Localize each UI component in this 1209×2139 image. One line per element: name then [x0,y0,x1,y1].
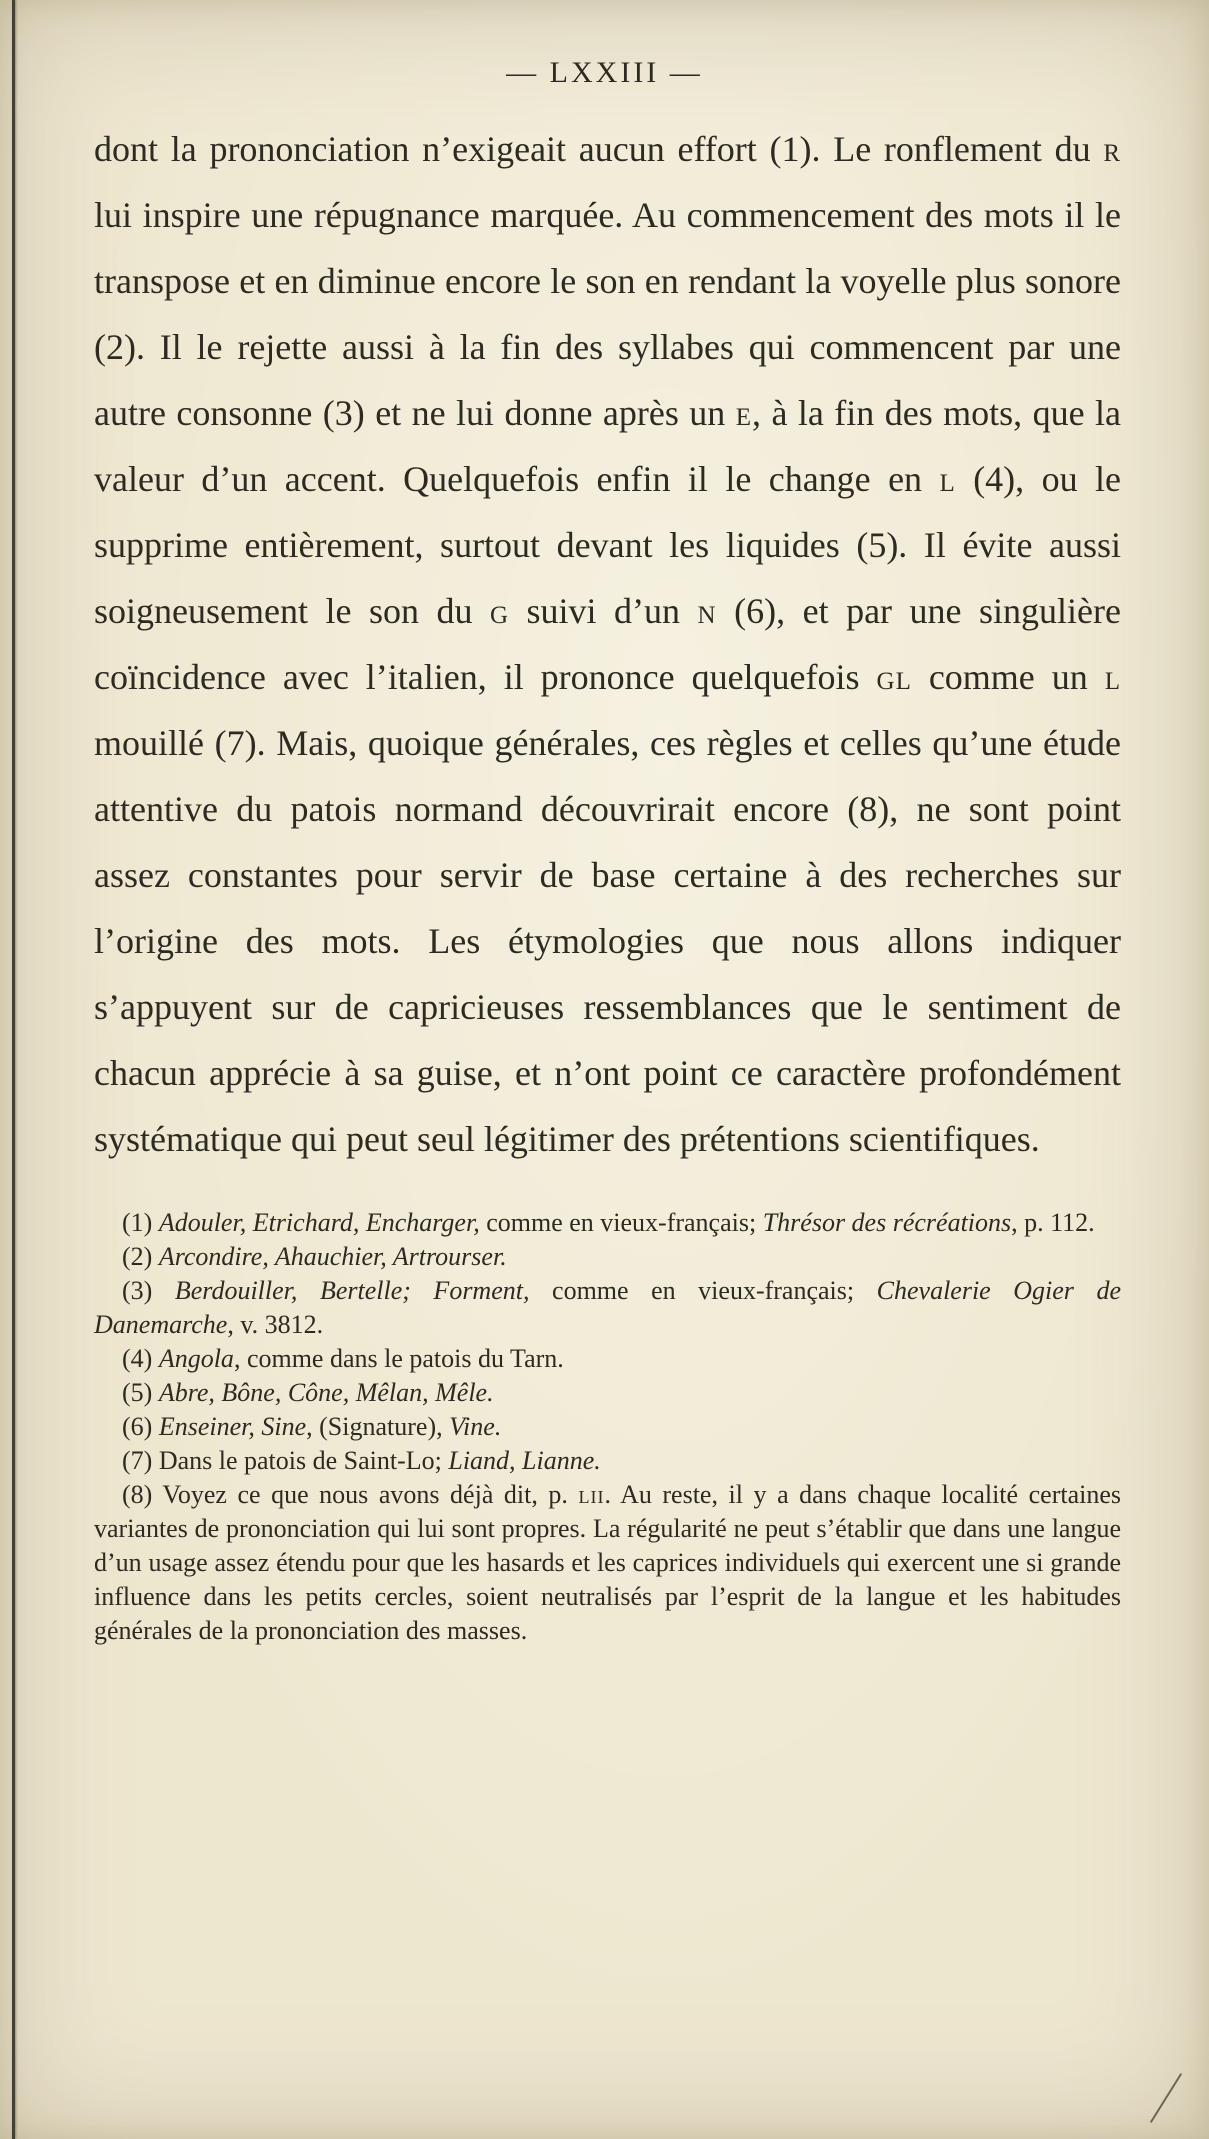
footnote-7: (7) Dans le patois de Saint-Lo; Liand, Lianne. [122,1446,601,1475]
footnotes-section [94,1206,1121,1648]
page-number-header: — LXXIII — [506,56,703,89]
footnote-8: (8) Voyez ce que nous avons déjà dit, p. lii. Au reste, il y a dans chaque localité certaines variantes de prononciation qui lui sont propres. La régularité ne peut s’établir que dans une langue d’un usage assez étendu pour que les hasards et les caprices individuels qui exercent une si grande influence dans les petits cercles, soient neutralisés par l’esprit de la langue et les habitudes générales de la prononciation des masses. [94,1480,1122,1645]
stray-pen-mark [1150,2073,1182,2123]
footnote-2: (2) Arcondire, Ahauchier, Artrourser. [122,1242,507,1271]
footnote-6: (6) Enseiner, Sine, (Signature), Vine. [122,1412,502,1441]
page-edge-line [12,0,15,2139]
footnote-5: (5) Abre, Bône, Cône, Mêlan, Mêle. [122,1378,494,1407]
body-paragraph: dont la prononciation n’exigeait aucun effort (1). Le ronflement du r lui inspire une répugnance marquée. Au commencement des mots il le transpose et en diminue encore le son en rendant la voyelle plus sonore (2). Il le rejette aussi à la fin des syllabes qui commencent par une autre consonne (3) et ne lui donne après un e, à la fin des mots, que la valeur d’un accent. Quelquefois enfin il le change en l (4), ou le supprime entièrement, surtout devant les liquides (5). Il évite aussi soigneusement le son du g suivi d’un n (6), et par une singulière coïncidence avec l’italien, il prononce quelquefois gl comme un l mouillé (7). Mais, quoique générales, ces règles et celles qu’une étude attentive du patois normand découvrirait encore (8), ne sont point assez constantes pour servir de base certaine à des recherches sur l’origine des mots. Les étymologies que nous allons indiquer s’appuyent sur de capricieuses ressemblances que le sentiment de chacun apprécie à sa guise, et n’ont point ce caractère profondément systématique qui peut seul légitimer des prétentions scientifiques. [94,129,1121,1159]
footnote-1: (1) Adouler, Etrichard, Encharger, comme en vieux-français; Thrésor des récréations, p. 112. [122,1208,1095,1237]
footnote-3: (3) Berdouiller, Bertelle; Forment, comme en vieux-français; Chevalerie Ogier de Danemarche, v. 3812. [94,1276,1122,1339]
footnote-4: (4) Angola, comme dans le patois du Tarn. [122,1344,564,1373]
